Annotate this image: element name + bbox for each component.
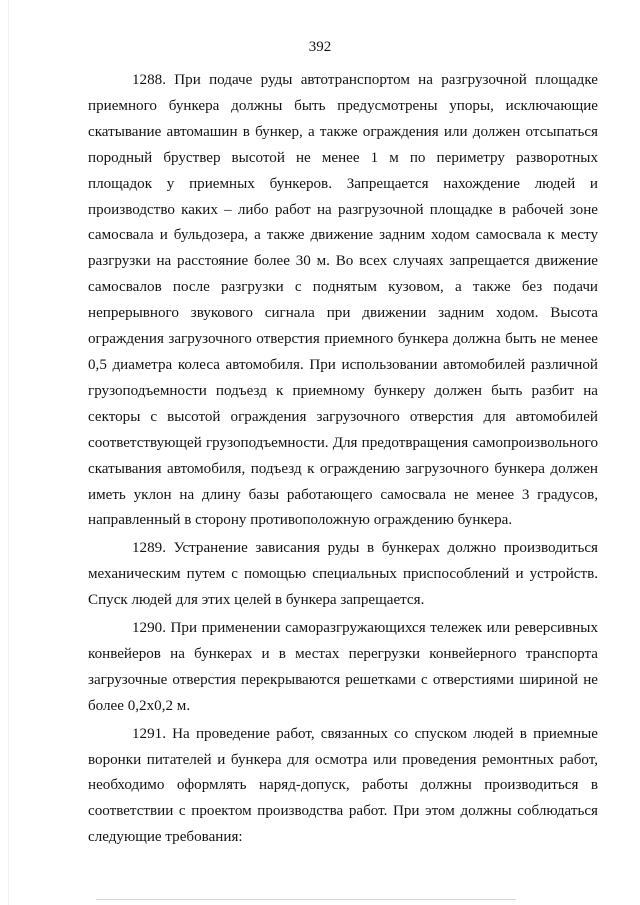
document-body <box>88 68 598 851</box>
scan-artifact-line <box>96 899 516 900</box>
paragraph-1290: 1290. При применении саморазгружающихся тележек или реверсивных конвейеров на бункерах и в местах перегрузки конвейерного транспорта загрузочные отверстия перекрываются решетками с отверстиями шириной не более 0,2х0,2 м. <box>88 620 598 714</box>
paragraph-1291: 1291. На проведение работ, связанных со спуском людей в приемные воронки питателей и бункера для осмотра или проведения ремонтных работ, необходимо оформлять наряд-допуск, работы должны производиться в соответствии с проектом производства работ. При этом должны соблюдаться следующие требования: <box>88 725 598 846</box>
page-number: 392 <box>308 39 332 55</box>
scan-edge <box>8 0 9 905</box>
paragraph-1288: 1288. При подаче руды автотранспортом на разгрузочной площадке приемного бункера должны быть предусмотрены упоры, исключающие скатывание автомашин в бункер, а также ограждения или должен отсыпаться породный бруствер высотой не менее 1 м по периметру разворотных площадок у приемных бункеров. Запрещается нахождение людей и производство каких – либо работ на разгрузочной площадке в рабочей зоне самосвала и бульдозера, а также движение задним ходом самосвала к месту разгрузки на расстояние более 30 м. Во всех случаях запрещается движение самосвалов после разгрузки с поднятым кузовом, а также без подачи непрерывного звукового сигнала при движении задним ходом. Высота ограждения загрузочного отверстия приемного бункера должна быть не менее 0,5 диаметра колеса автомобиля. При использовании автомобилей различной грузоподъемности подъезд к приемному бункеру должен быть разбит на секторы с высотой ограждения загрузочного отверстия для автомобилей соответствующей грузоподъемности. Для предотвращения самопроизвольного скатывания автомобиля, подъезд к ограждению загрузочного бункера должен иметь уклон на длину базы работающего самосвала не менее 3 градусов, направленный в сторону противоположную ограждению бункера. <box>88 72 598 529</box>
paragraph-1289: 1289. Устранение зависания руды в бункерах должно производиться механическим путем с помощью специальных приспособлений и устройств. Спуск людей для этих целей в бункера запрещается. <box>88 540 598 609</box>
